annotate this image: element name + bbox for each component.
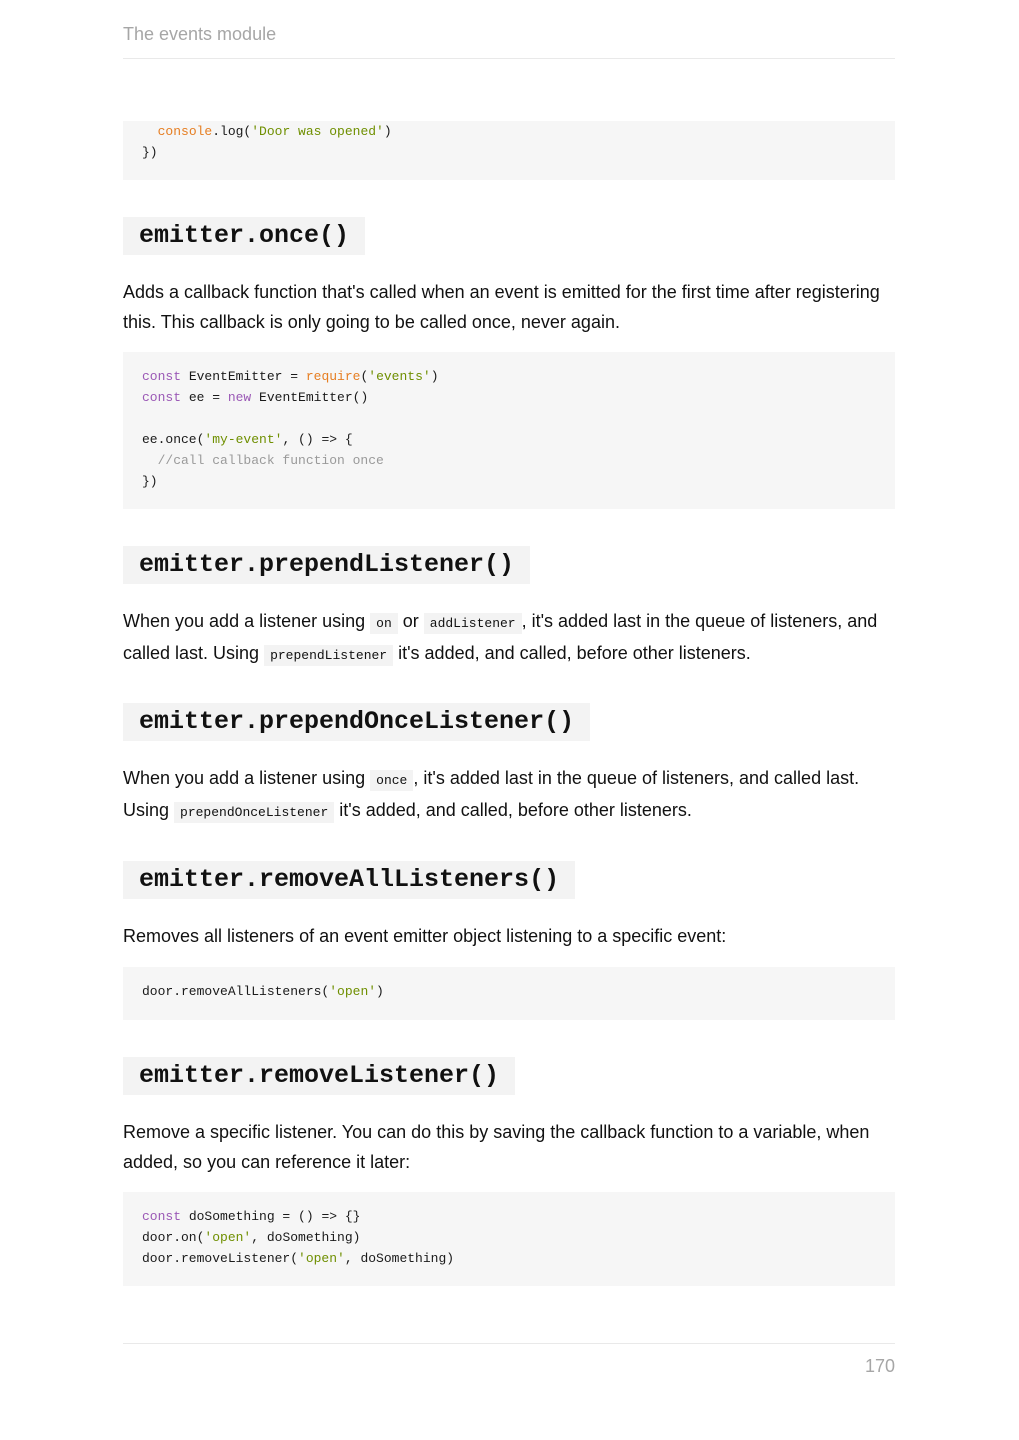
section-heading-remove-listener: emitter.removeListener() bbox=[123, 1057, 515, 1095]
code-block-once bbox=[123, 352, 895, 509]
footer-divider bbox=[123, 1343, 895, 1344]
remove-listener-description: Remove a specific listener. You can do this by saving the callback function to a variable, when added, so you can reference it later: bbox=[123, 1122, 870, 1172]
code-line: door.removeListener('open', doSomething) bbox=[142, 1251, 455, 1266]
code-line: const EventEmitter = require('events') bbox=[142, 369, 439, 384]
code-comment: //call callback function once bbox=[142, 453, 384, 468]
code-line: const doSomething = () => {} bbox=[142, 1209, 361, 1224]
section-heading-prepend-listener: emitter.prependListener() bbox=[123, 546, 530, 584]
inline-code: prependOnceListener bbox=[174, 802, 334, 823]
once-description: Adds a callback function that's called when an event is emitted for the first time after registering this. This callback is only going to be called once, never again. bbox=[123, 282, 880, 332]
running-header: The events module bbox=[123, 24, 277, 44]
section-heading-remove-all-listeners: emitter.removeAllListeners() bbox=[123, 861, 575, 899]
code-line: door.removeAllListeners('open') bbox=[142, 984, 384, 999]
remove-all-listeners-description: Removes all listeners of an event emitter object listening to a specific event: bbox=[123, 926, 727, 946]
inline-code: on bbox=[370, 613, 398, 634]
inline-code: prependListener bbox=[264, 645, 393, 666]
prepend-listener-description: When you add a listener using on or addListener , it's added last in the queue of listeners, and called last. Using prependListener it's added, and called, before other listeners. bbox=[123, 607, 903, 670]
header-divider bbox=[123, 58, 895, 59]
code-line-blank bbox=[142, 408, 895, 429]
inline-code: addListener bbox=[424, 613, 522, 634]
code-line: const ee = new EventEmitter() bbox=[142, 390, 369, 405]
code-block-remove-all bbox=[123, 967, 895, 1020]
code-line: console.log('Door was opened') bbox=[157, 124, 392, 139]
code-line: }) bbox=[142, 474, 158, 489]
inline-code: once bbox=[370, 770, 413, 791]
code-block-remove-listener bbox=[123, 1192, 895, 1286]
code-line: door.on('open', doSomething) bbox=[142, 1230, 361, 1245]
code-line: }) bbox=[142, 145, 158, 160]
prepend-once-listener-description: When you add a listener using once , it's added last in the queue of listeners, and called last. Using prependOnceListener it's added, and called, before other listeners. bbox=[123, 764, 903, 827]
section-heading-once: emitter.once() bbox=[123, 217, 365, 255]
section-heading-prepend-once-listener: emitter.prependOnceListener() bbox=[123, 703, 590, 741]
code-block-door-open bbox=[123, 121, 895, 180]
code-line: ee.once('my-event', () => { bbox=[142, 432, 353, 447]
page-number: 170 bbox=[864, 1356, 895, 1376]
